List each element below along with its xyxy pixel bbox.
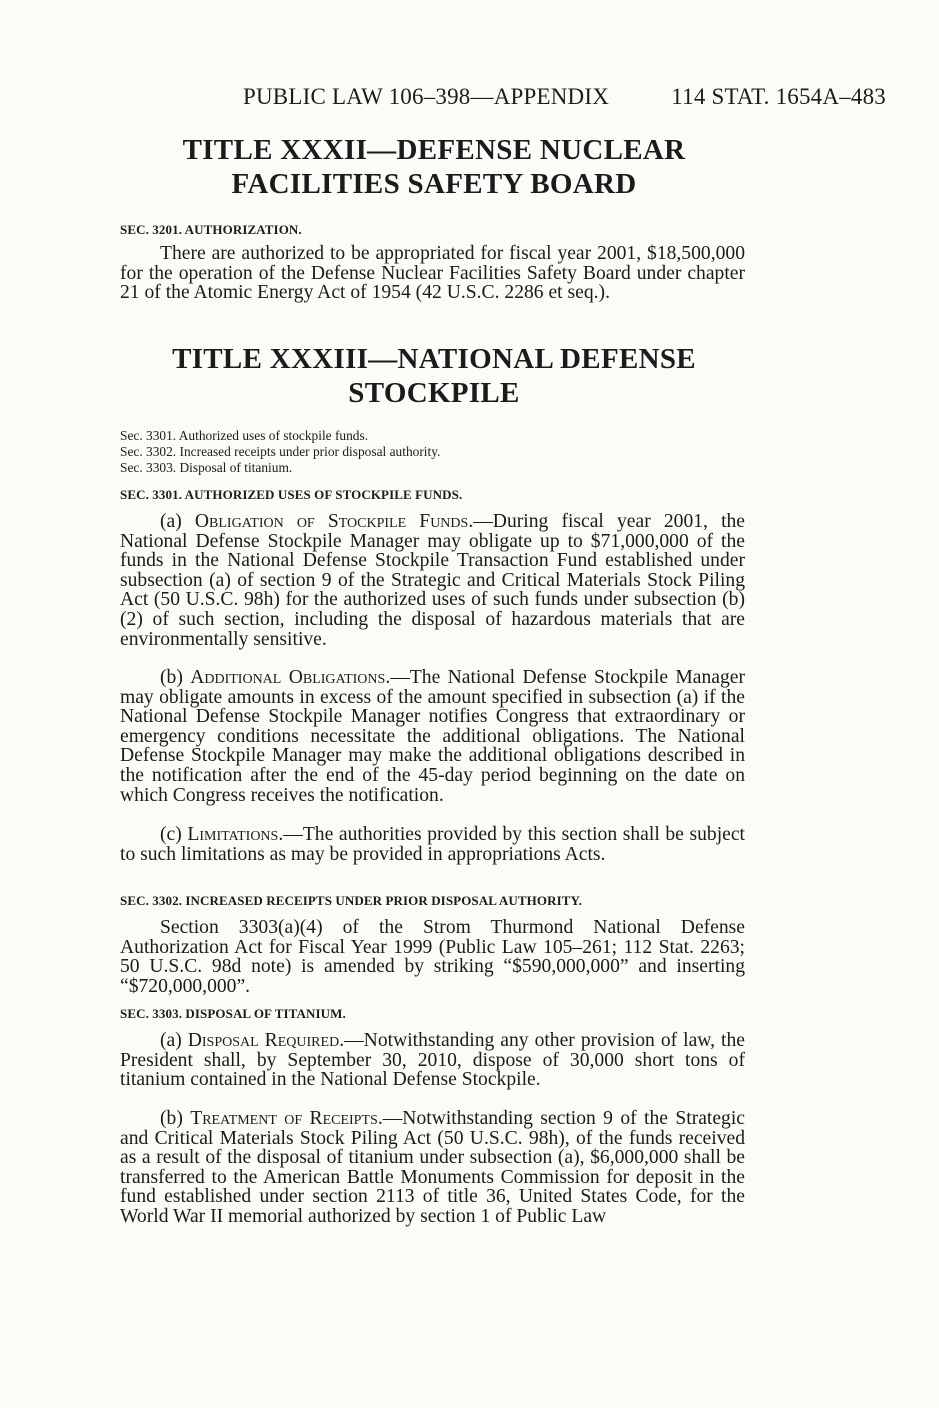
subsection-body: .—During fiscal year 2001, the National Defense Stockpile Manager may obligate up to $71,000,000 of the funds in the National Defense Stockpile Transaction Fund established under subsection (a) of section 9 of the Strategic and Critical Materials Stock Piling Act (50 U.S.C. 98h) for the authorized uses of such funds under subsection (b)(2) of such section, including the disposal of hazardous materials that are environmentally sensitive.	[120, 511, 746, 650]
sec-3302-text: Section 3303(a)(4) of the Strom Thurmond National Defense Authorization Act for Fiscal Year 1999 (Public Law 105–261; 112 Stat. 2263; 50 U.S.C. 98d note) is amended by striking “$590,000,000” and inserting “$720,000,000”.	[120, 917, 745, 997]
sec-3201-text: There are authorized to be appropriated for fiscal year 2001, $18,500,000 for the operation of the Defense Nuclear Facilities Safety Board under chapter 21 of the Atomic Energy Act of 1954 (42 U.S.C. 2286 et seq.).	[120, 243, 745, 304]
subsection-caption: Additional Obligations	[190, 667, 386, 688]
subsection-label: (a)	[160, 511, 195, 532]
subsection-label: (a)	[160, 1030, 188, 1051]
sec-3301-subsection-a	[120, 512, 745, 649]
subsection-body: .—Notwithstanding section 9 of the Strategic and Critical Materials Stock Piling Act (50 U.S.C. 98h), of the funds received as a result of the disposal of titanium under subsection (a), $6,000,000 shall be transferred to the American Battle Monuments Commission for deposit in the fund established under section 2113 of title 36, United States Code, for the World War II memorial authorized by section 1 of Public Law	[120, 1108, 745, 1227]
title-xxxiii-line2: STOCKPILE	[348, 377, 520, 409]
subsection-caption: Treatment of Receipts	[190, 1108, 378, 1129]
sec-3302-heading: SEC. 3302. INCREASED RECEIPTS UNDER PRIOR DISPOSAL AUTHORITY.	[120, 893, 583, 908]
title-xxxii-line2: FACILITIES SAFETY BOARD	[231, 168, 637, 200]
sec-3201-heading: SEC. 3201. AUTHORIZATION.	[120, 222, 302, 237]
toc-item-3301: Sec. 3301. Authorized uses of stockpile funds.	[120, 428, 369, 443]
title-xxxii-line1: TITLE XXXII—DEFENSE NUCLEAR	[182, 134, 686, 166]
toc-item-3303: Sec. 3303. Disposal of titanium.	[120, 460, 293, 476]
subsection-label: (c)	[160, 824, 188, 845]
sec-3301-heading: SEC. 3301. AUTHORIZED USES OF STOCKPILE FUNDS.	[120, 487, 463, 502]
subsection-caption: Limitations	[187, 824, 279, 845]
toc-item-3302: Sec. 3302. Increased receipts under prior disposal authority.	[120, 444, 441, 460]
subsection-label: (b)	[160, 667, 191, 688]
running-header	[243, 84, 886, 110]
subsection-body: .—The National Defense Stockpile Manager may obligate amounts in excess of the amount specified in subsection (a) if the National Defense Stockpile Manager notifies Congress that extraordinary or emergency conditions necessitate the additional obligations. The National Defense Stockpile Manager may make the additional obligations described in the notification after the end of the 45-day period beginning on the date on which Congress receives the notification.	[120, 667, 746, 806]
subsection-body: .—Notwithstanding any other provision of law, the President shall, by September 30, 2010, dispose of 30,000 short tons of titanium contained in the National Defense Stockpile.	[120, 1030, 745, 1091]
subsection-caption: Obligation of Stockpile Funds	[194, 511, 469, 532]
sec-3303-subsection-a	[120, 1031, 745, 1090]
subsection-body: .—The authorities provided by this section shall be subject to such limitations as may be provided in appropriations Acts.	[120, 824, 745, 865]
header-law-citation: PUBLIC LAW 106–398—APPENDIX	[243, 84, 610, 109]
title-xxxii-heading	[120, 133, 748, 201]
sec-3301-subsection-c	[120, 825, 745, 864]
title-xxxiii-line1: TITLE XXXIII—NATIONAL DEFENSE	[172, 343, 696, 375]
subsection-label: (b)	[160, 1108, 191, 1129]
title-xxxiii-heading	[120, 342, 748, 410]
sec-3301-subsection-b	[120, 668, 745, 805]
sec-3303-heading: SEC. 3303. DISPOSAL OF TITANIUM.	[120, 1006, 346, 1021]
sec-3303-subsection-b	[120, 1109, 745, 1227]
subsection-caption: Disposal Required	[187, 1030, 340, 1051]
header-stat-page: 114 STAT. 1654A–483	[671, 84, 886, 109]
table-of-contents	[120, 428, 748, 477]
